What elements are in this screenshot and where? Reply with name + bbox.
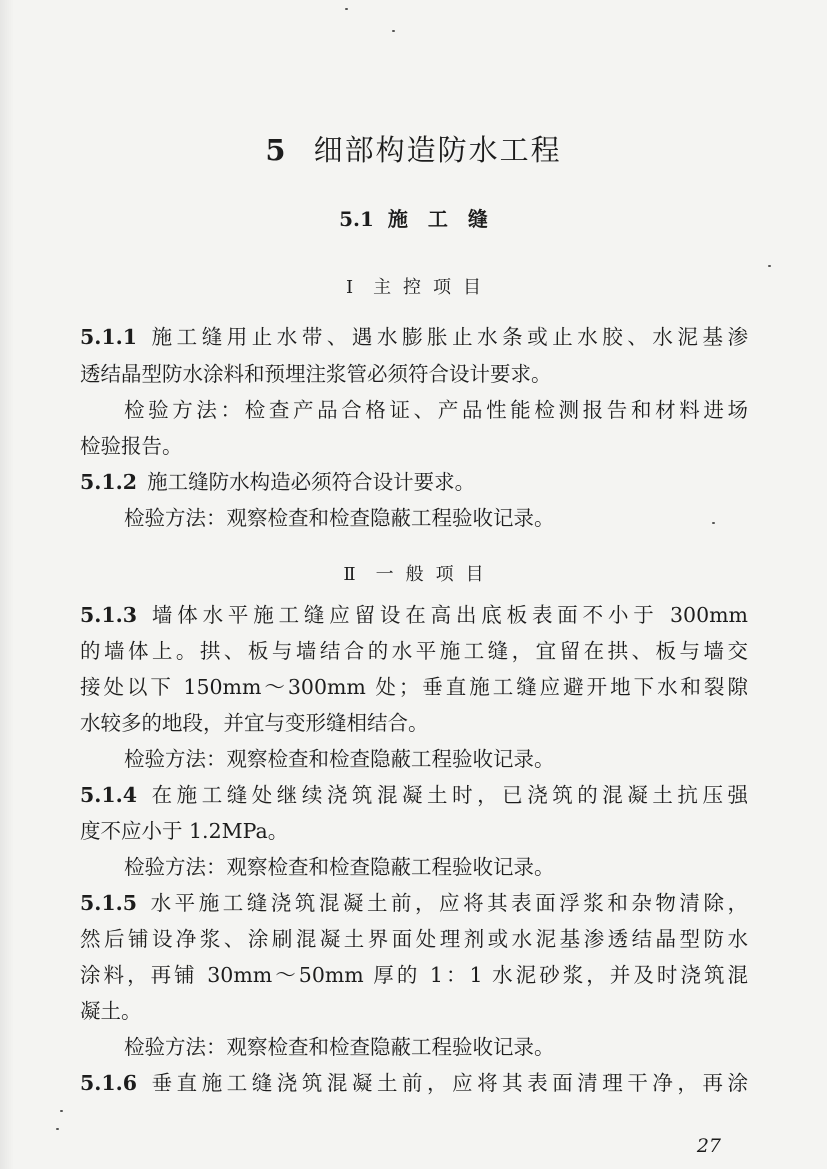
line-text: 墙体水平施工缝应留设在高出底板表面不小于 300mm	[147, 603, 748, 627]
paragraph-line	[124, 508, 748, 529]
line-text: 检验方法：检查产品合格证、产品性能检测报告和材料进场	[124, 398, 748, 422]
subsection-heading-general	[0, 560, 827, 586]
line-text: 检验报告。	[80, 434, 183, 458]
line-text: 水较多的地段，并宜与变形缝相结合。	[80, 711, 429, 735]
scan-speck	[56, 1128, 59, 1130]
paragraph-line	[80, 929, 748, 950]
clause-number: 5.1.4	[80, 783, 138, 807]
line-text: 然后铺设净浆、涂刷混凝土界面处理剂或水泥基渗透结晶型防水	[80, 927, 748, 951]
paragraph-line	[124, 749, 748, 770]
line-text: 凝土。	[80, 999, 142, 1023]
chapter-number: 5	[265, 133, 288, 167]
line-text: 度不应小于 1.2MPa。	[80, 819, 289, 843]
line-text: 接处以下 150mm～300mm 处；垂直施工缝应避开地下水和裂隙	[80, 675, 748, 699]
line-text: 检验方法：观察检查和检查隐蔽工程验收记录。	[124, 855, 555, 879]
paragraph-line	[124, 1037, 748, 1058]
line-text: 水平施工缝浇筑混凝土前，应将其表面浮浆和杂物清除，	[147, 891, 748, 915]
scan-speck	[392, 30, 395, 32]
scan-speck	[345, 8, 348, 10]
subsection-heading-main-control	[0, 273, 827, 299]
subsection-title: 主控项目	[373, 277, 494, 298]
line-text: 施工缝防水构造必须符合设计要求。	[147, 470, 476, 494]
clause-number: 5.1.6	[80, 1071, 138, 1095]
scan-speck	[712, 522, 715, 524]
line-text: 垂直施工缝浇筑混凝土前，应将其表面清理干净，再涂	[147, 1071, 748, 1095]
paragraph-line	[80, 364, 748, 385]
line-text: 检验方法：观察检查和检查隐蔽工程验收记录。	[124, 1035, 555, 1059]
paragraph-line	[80, 713, 748, 734]
clause-number: 5.1.5	[80, 891, 138, 915]
chapter-title	[0, 128, 827, 169]
scan-speck	[60, 1110, 63, 1112]
paragraph-line	[80, 785, 748, 806]
paragraph-line	[124, 857, 748, 878]
page-number: 27	[696, 1135, 721, 1157]
line-text: 的墙体上。拱、板与墙结合的水平施工缝，宜留在拱、板与墙交	[80, 639, 748, 663]
chapter-title-text: 细部构造防水工程	[313, 133, 562, 167]
paragraph-line	[80, 436, 748, 457]
paragraph-line	[80, 641, 748, 662]
clause-number: 5.1.2	[80, 470, 138, 494]
paragraph-line	[80, 677, 748, 698]
section-title-text: 施工缝	[387, 207, 508, 231]
paragraph-line	[80, 821, 748, 842]
section-number: 5.1	[339, 207, 374, 231]
paragraph-line	[80, 1073, 748, 1094]
line-text: 透结晶型防水涂料和预埋注浆管必须符合设计要求。	[80, 362, 552, 386]
paragraph-line	[80, 965, 748, 986]
subsection-roman: Ⅰ	[345, 277, 354, 298]
paragraph-line	[80, 327, 748, 348]
line-text: 在施工缝处继续浇筑混凝土时，已浇筑的混凝土抗压强	[147, 783, 748, 807]
paragraph-line	[80, 605, 748, 626]
paragraph-line	[80, 893, 748, 914]
subsection-title: 一般项目	[375, 564, 496, 585]
subsection-roman: Ⅱ	[343, 564, 356, 585]
paragraph-line	[124, 400, 748, 421]
paragraph-line	[80, 472, 748, 493]
paragraph-line	[80, 1001, 748, 1022]
clause-number: 5.1.3	[80, 603, 138, 627]
line-text: 施工缝用止水带、遇水膨胀止水条或止水胶、水泥基渗	[147, 325, 748, 349]
scan-speck	[768, 265, 771, 267]
line-text: 涂料，再铺 30mm～50mm 厚的 1：1 水泥砂浆，并及时浇筑混	[80, 963, 748, 987]
line-text: 检验方法：观察检查和检查隐蔽工程验收记录。	[124, 506, 555, 530]
section-title	[0, 203, 827, 232]
clause-number: 5.1.1	[80, 325, 138, 349]
line-text: 检验方法：观察检查和检查隐蔽工程验收记录。	[124, 747, 555, 771]
